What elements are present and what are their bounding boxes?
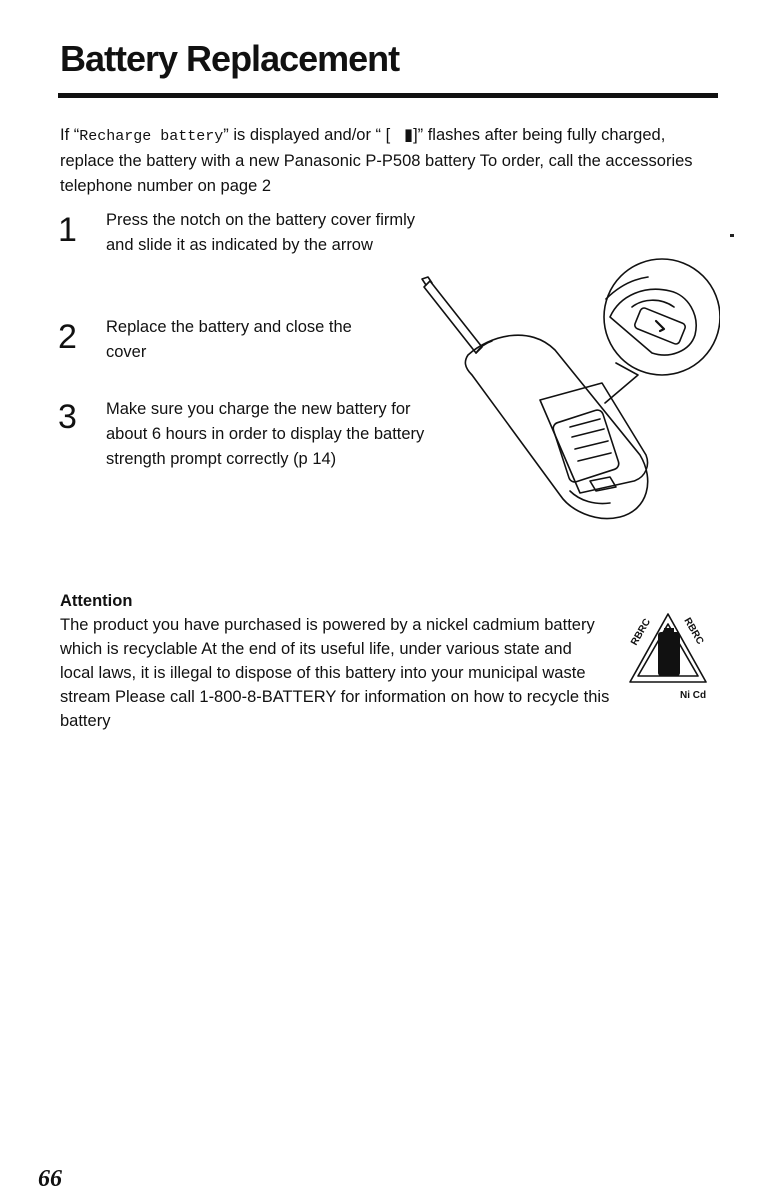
rbrc-recycle-logo [622,606,714,706]
attention-heading: Attention [60,592,133,610]
step-2-number: 2 [58,318,77,356]
rbrc-left-text: RBRC [629,616,654,648]
intro-display-message: Recharge battery [79,128,224,145]
intro-paragraph [60,123,720,199]
step-1-text: Press the notch on the battery cover firmly and slide it as indicated by the arrow [106,211,416,254]
attention-body: The product you have purchased is powered by a nickel cadmium battery which is recyclable At the end of its useful life, under various state and local laws, it is illegal to dispose of this battery into your municipal waste stream Please call 1-800-8-BATTERY for information on how to recycle this battery [60,616,610,730]
step-1-number: 1 [58,211,77,249]
ni-cd-label: Ni Cd [680,690,707,701]
page-title: Battery Replacement [60,38,400,79]
inset-circle [604,259,720,375]
step-2-text: Replace the battery and close the cover [106,318,352,361]
step-3-number: 3 [58,398,77,436]
intro-suffix: ]” flashes after being fully charged, replace the battery with a new Panasonic P-P508 battery To order, call the accessories telephone number on page 2 [60,126,693,195]
handset-battery-illustration [420,255,720,525]
intro-mid: ” is displayed and/or “ [ [223,126,391,144]
hand-outline [610,289,696,355]
print-speck [730,234,734,237]
intro-prefix: If “ [60,126,80,144]
antenna-shape [424,281,482,353]
step-3-text: Make sure you charge the new battery for about 6 hours in order to display the battery strength prompt correctly (p 14) [106,400,425,468]
page-number: 66 [38,1166,62,1192]
handset-body [465,335,647,518]
rbrc-right-text: RBRC [681,616,706,647]
title-rule [58,93,718,98]
battery-icon [658,632,680,676]
battery-glyph-icon: ▮ [403,126,414,144]
